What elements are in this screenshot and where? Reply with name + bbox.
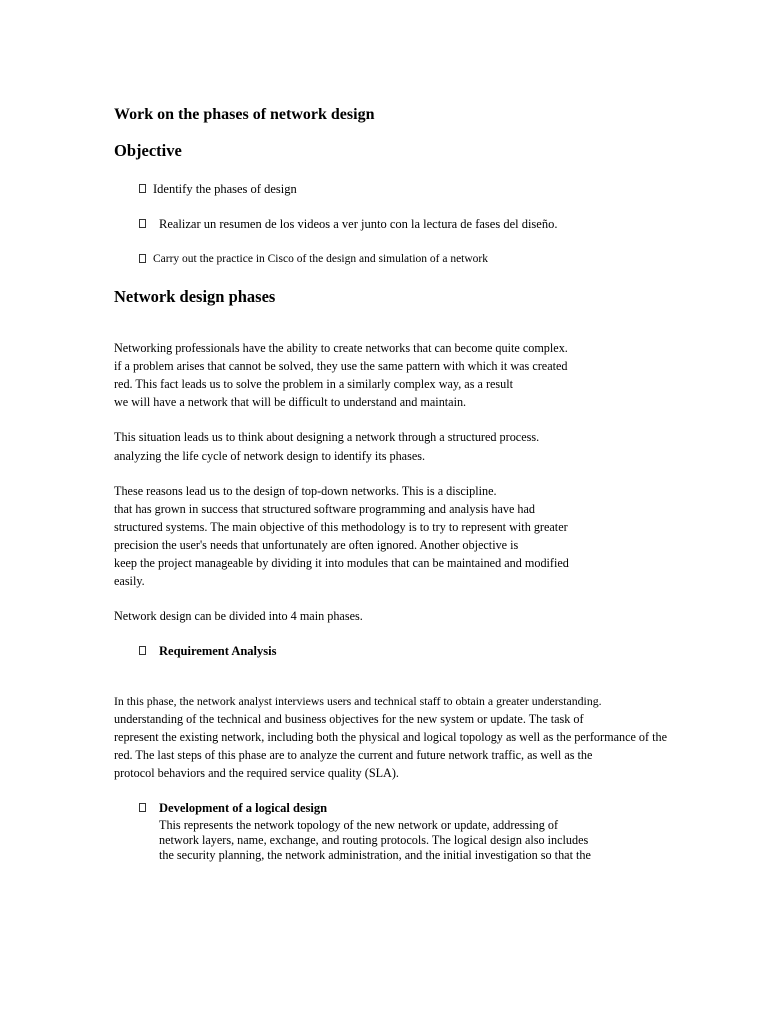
paragraph-line: keep the project manageable by dividing it into modules that can be maintained and modified <box>114 556 569 570</box>
phases-heading: Network design phases <box>114 287 276 306</box>
paragraph-line: we will have a network that will be difficult to understand and maintain. <box>114 395 467 409</box>
paragraph-line: understanding of the technical and business objectives for the new system or update. The task of <box>114 712 584 726</box>
bullet-icon <box>139 803 146 812</box>
paragraph-line: if a problem arises that cannot be solved, they use the same pattern with which it was created <box>114 359 568 373</box>
bullet-icon <box>139 254 146 263</box>
paragraph-line: This situation leads us to think about designing a network through a structured process. <box>114 430 540 444</box>
bullet-icon <box>139 184 146 193</box>
document-title: Work on the phases of network design <box>114 106 375 123</box>
paragraph-line: structured systems. The main objective of this methodology is to try to represent with greater <box>114 520 568 534</box>
paragraph-line: These reasons lead us to the design of top-down networks. This is a discipline. <box>114 484 497 498</box>
paragraph-line: red. The last steps of this phase are to analyze the current and future network traffic, as well as the <box>114 748 593 762</box>
paragraph-line: network layers, name, exchange, and routing protocols. The logical design also includes <box>159 833 589 847</box>
paragraph-line: Networking professionals have the ability to create networks that can become quite complex. <box>114 341 568 355</box>
paragraph-line: precision the user's needs that unfortunately are often ignored. Another objective is <box>114 538 519 552</box>
paragraph-line: that has grown in success that structured software programming and analysis have had <box>114 502 536 516</box>
paragraph-line: represent the existing network, including both the physical and logical topology as well as the performance of the <box>114 730 668 744</box>
paragraph-line: This represents the network topology of the new network or update, addressing of <box>159 818 559 832</box>
paragraph-line: the security planning, the network administration, and the initial investigation so that the <box>159 848 591 862</box>
objective-item-3: Carry out the practice in Cisco of the design and simulation of a network <box>153 253 489 265</box>
objective-item-1: Identify the phases of design <box>153 182 297 196</box>
requirement-analysis-heading: Requirement Analysis <box>159 644 277 658</box>
paragraph-line: red. This fact leads us to solve the problem in a similarly complex way, as a result <box>114 377 514 391</box>
paragraph-line: In this phase, the network analyst interviews users and technical staff to obtain a greater understanding. <box>114 694 602 708</box>
bullet-icon <box>139 219 146 228</box>
paragraph-line: Network design can be divided into 4 main phases. <box>114 609 363 623</box>
bullet-icon <box>139 646 146 655</box>
objective-heading: Objective <box>114 141 182 160</box>
paragraph-line: protocol behaviors and the required service quality (SLA). <box>114 766 399 780</box>
paragraph-line: easily. <box>114 574 145 588</box>
paragraph-line: analyzing the life cycle of network design to identify its phases. <box>114 449 426 463</box>
objective-item-2: Realizar un resumen de los videos a ver junto con la lectura de fases del diseño. <box>159 217 558 231</box>
logical-design-heading: Development of a logical design <box>159 801 328 815</box>
